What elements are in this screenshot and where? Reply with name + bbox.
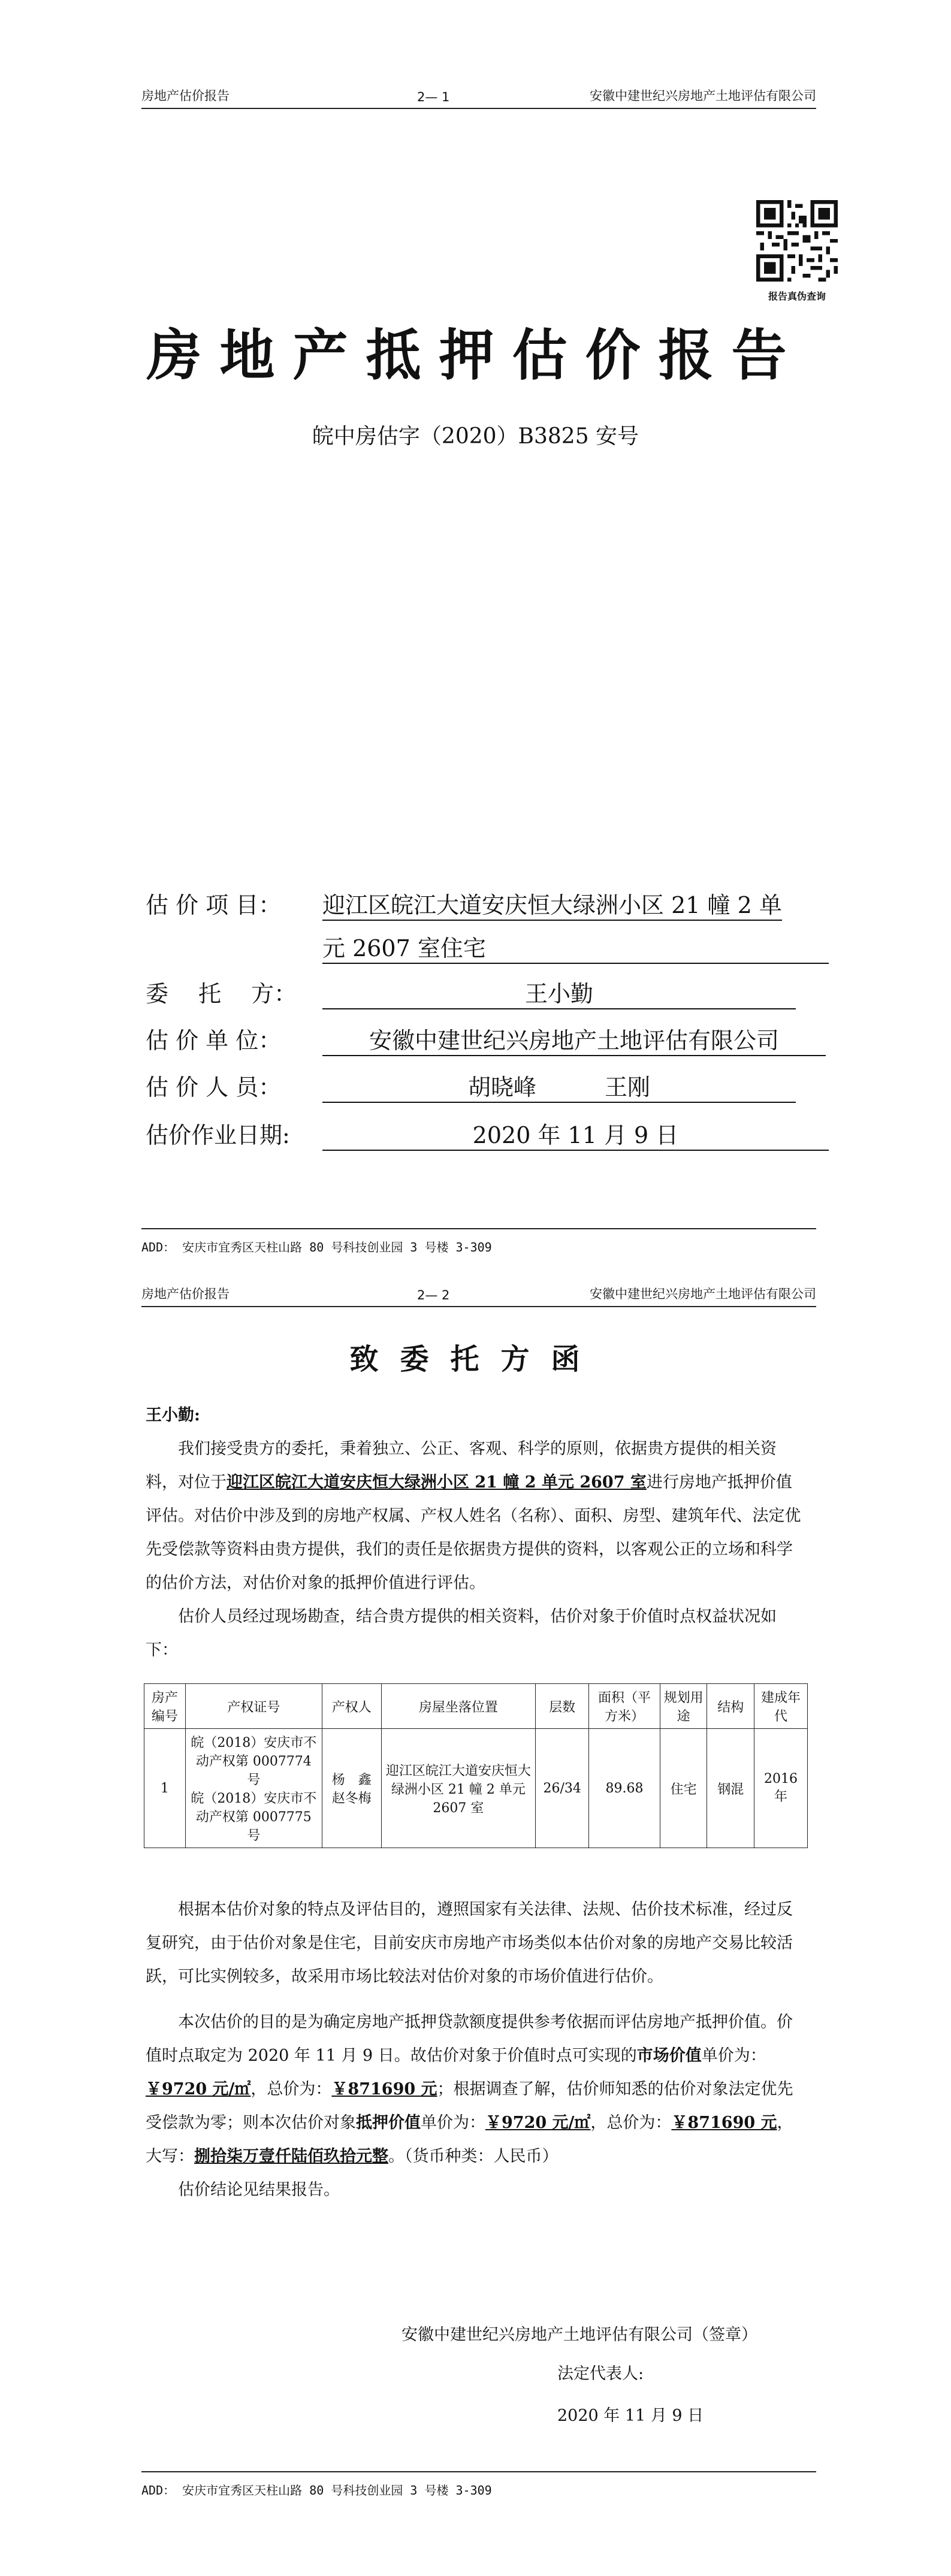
cell-no: 1 (144, 1729, 186, 1848)
header-company: 安徽中建世纪兴房地产土地评估有限公司 (590, 1287, 816, 1301)
market-value-label: 市场价值 (636, 2046, 702, 2065)
owner-line2: 赵冬梅 (331, 1791, 372, 1806)
header-left: 房地产估价报告 (141, 89, 230, 103)
para4-text-c: ，总价为： (250, 2080, 332, 2099)
report-number: 皖中房估字（2020）B3825 安号 (312, 424, 639, 449)
project-value-line1: 迎江区皖江大道安庆恒大绿洲小区 21 幢 2 单 (322, 887, 782, 921)
header-page-number: 2— 1 (417, 90, 450, 104)
signature-company: 安徽中建世纪兴房地产土地评估有限公司（签章） (401, 2326, 757, 2344)
para4-text-b: 单价为： (701, 2046, 766, 2065)
qr-caption: 报告真伪查询 (768, 291, 826, 302)
cert-line2: 皖（2018）安庆市不动产权第 0007775 号 (191, 1791, 317, 1843)
col-header: 产权证号 (185, 1684, 322, 1729)
mortgage-total-price: ￥871690 元 (671, 2114, 777, 2132)
header-left: 房地产估价报告 (141, 1287, 230, 1301)
col-header: 房屋坐落位置 (381, 1684, 536, 1729)
para4-text-g: ，大写： (146, 2114, 793, 2166)
para1-text-a: 我们接受贵方的委托，秉着独立、公正、客观、科学的原则，依据贵方提供的相关资料，对位于 (146, 1440, 777, 1492)
paragraph-3: 根据本估价对象的特点及评估目的，遵照国家有关法律、法规、估价技术标准，经过反复研究，由于估价对象是住宅，目前安庆市房地产市场类似本估价对象的房地产交易比较活跃，可比实例较多，故采用市场比较法对估价对象的市场价值进行估价。 (146, 1900, 793, 1986)
para1-text-c: 进行房地产抵押价值评估。对估价中涉及到的房地产权属、产权人姓名（名称）、面积、房型、建筑年代、法定优先受偿款等资料由贵方提供，我们的责任是依据贵方提供的资料，以客观公正的立场和科学的估价方法，对估价对象的抵押价值进行评估。 (146, 1473, 801, 1592)
col-header: 建成年代 (754, 1684, 808, 1729)
client-value: 王小勤 (322, 975, 796, 1009)
cell-floors: 26/34 (536, 1729, 589, 1848)
para4-text-h: 。（货币种类：人民币） (388, 2147, 558, 2166)
page-header (141, 1288, 816, 1307)
col-header: 面积（平方米） (589, 1684, 660, 1729)
cell-owner (322, 1729, 381, 1848)
owner-line1: 杨 鑫 (331, 1773, 372, 1788)
header-page-number: 2— 2 (417, 1288, 450, 1302)
cell-cert (185, 1729, 322, 1848)
letter-body-bottom (146, 1893, 805, 2207)
unit-label: 估 价 单 位： (146, 1027, 282, 1054)
property-address: 迎江区皖江大道安庆恒大绿洲小区 21 幢 2 单元 2607 室 (227, 1473, 647, 1492)
mortgage-unit-price: ￥9720 元/㎡ (485, 2114, 591, 2132)
para4-text-d: ；根据调查了解，估价师知悉的估价对象法定优先受偿款为零；则本次估价对象 (146, 2080, 793, 2132)
qr-code-icon[interactable] (756, 200, 838, 282)
unit-value: 安徽中建世纪兴房地产土地评估有限公司 (322, 1022, 826, 1056)
report-title: 房地产抵押估价报告 (146, 323, 805, 388)
paragraph-2: 估价人员经过现场勘查，结合贵方提供的相关资料，估价对象于价值时点权益状况如下： (146, 1607, 777, 1659)
para4-text-f: ，总价为： (590, 2114, 672, 2132)
letter-title: 致委托方函 (349, 1343, 602, 1376)
footer-address: ADD： 安庆市宜秀区天柱山路 80 号科技创业园 3 号楼 3-309 (141, 2483, 492, 2498)
paragraph-4 (146, 2006, 805, 2173)
page-footer (141, 1228, 816, 1255)
cert-line1: 皖（2018）安庆市不动产权第 0007774 号 (191, 1736, 317, 1788)
header-company: 安徽中建世纪兴房地产土地评估有限公司 (590, 89, 816, 103)
date-value: 2020 年 11 月 9 日 (322, 1117, 829, 1151)
client-label: 委 托 方： (146, 981, 297, 1007)
col-header: 层数 (536, 1684, 589, 1729)
project-value-line2: 元 2607 室住宅 (322, 930, 829, 964)
col-header: 结构 (707, 1684, 754, 1729)
table-header-row (144, 1684, 808, 1729)
para4-text-e: 单价为： (421, 2114, 485, 2132)
paragraph-5: 估价结论见结果报告。 (178, 2181, 340, 2199)
letter-page (0, 1288, 951, 2576)
market-unit-price: ￥9720 元/㎡ (146, 2080, 251, 2099)
col-header: 产权人 (322, 1684, 381, 1729)
cell-structure: 钢混 (707, 1729, 754, 1848)
appraiser-value: 胡晓峰 王刚 (322, 1069, 796, 1103)
signature-date: 2020 年 11 月 9 日 (557, 2406, 704, 2425)
mortgage-value-label: 抵押价值 (356, 2114, 421, 2132)
salutation: 王小勤: (146, 1406, 200, 1425)
cell-location: 迎江区皖江大道安庆恒大绿洲小区 21 幢 2 单元 2607 室 (381, 1729, 536, 1848)
col-header: 房产编号 (144, 1684, 186, 1729)
col-header: 规划用途 (660, 1684, 707, 1729)
appraiser-label: 估 价 人 员： (146, 1074, 282, 1100)
letter-body-top (146, 1399, 805, 1667)
project-label: 估 价 项 目： (146, 892, 282, 918)
cell-usage: 住宅 (660, 1729, 707, 1848)
total-uppercase: 捌拾柒万壹仟陆佰玖拾元整 (194, 2147, 388, 2166)
cell-year: 2016 年 (754, 1729, 808, 1848)
signature-representative: 法定代表人: (557, 2365, 644, 2383)
footer-address: ADD： 安庆市宜秀区天柱山路 80 号科技创业园 3 号楼 3-309 (141, 1240, 492, 1254)
page-header (141, 90, 816, 109)
cell-area: 89.68 (589, 1729, 660, 1848)
paragraph-1 (146, 1432, 805, 1600)
date-label: 估价作业日期: (146, 1122, 290, 1148)
page-footer (141, 2471, 816, 2498)
property-table (144, 1683, 808, 1848)
para4-text-a: 本次估价的目的是为确定房地产抵押贷款额度提供参考依据而评估房地产抵押价值。价值时点取定为 2020 年 11 月 9 日。故估价对象于价值时点可实现的 (146, 2013, 793, 2065)
table-row (144, 1729, 808, 1848)
market-total-price: ￥871690 元 (331, 2080, 437, 2099)
